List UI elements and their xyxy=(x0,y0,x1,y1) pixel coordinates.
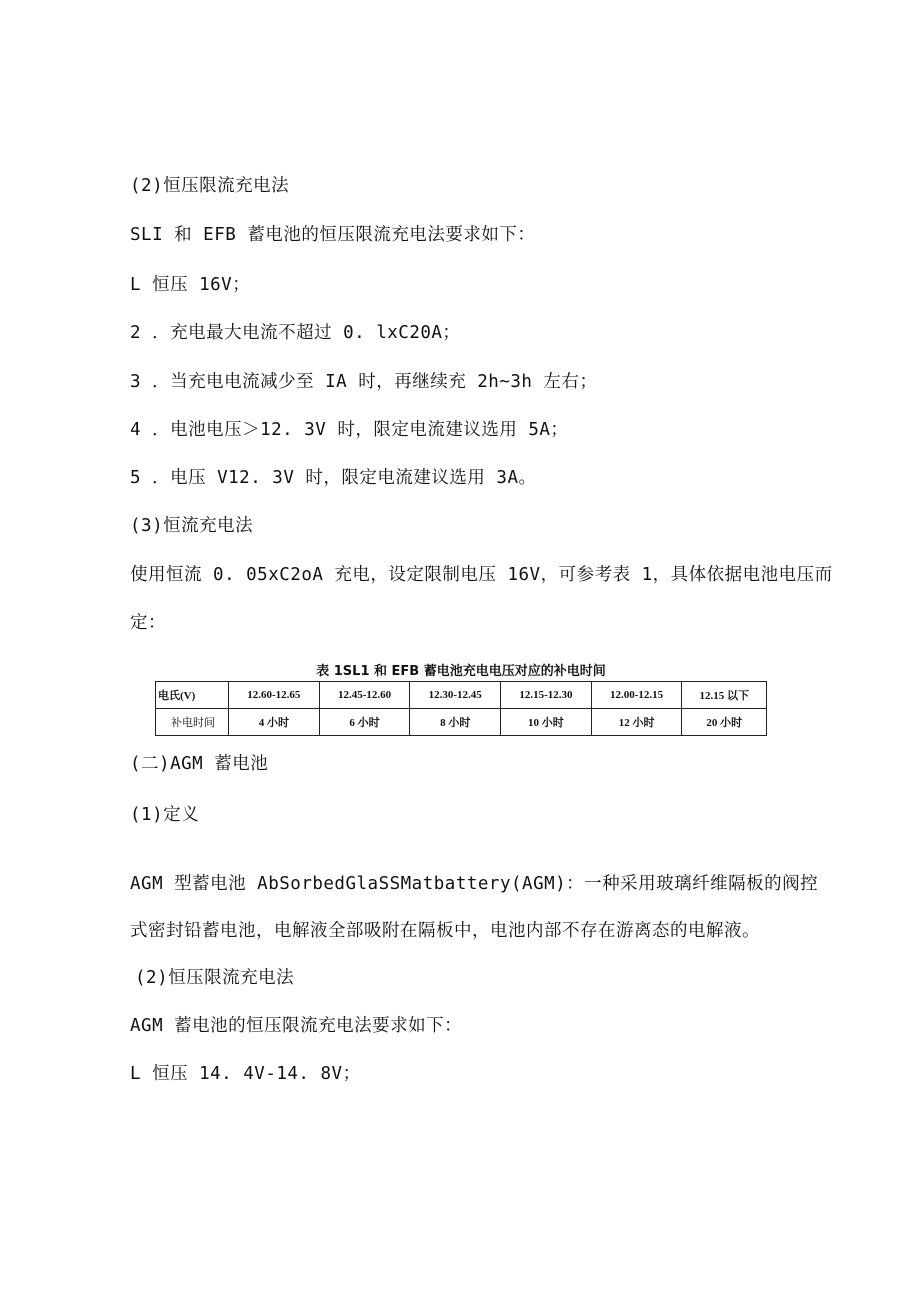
heading-constant-current: (3)恒流充电法 xyxy=(130,516,254,536)
paragraph-agm-definition: AGM 型蓄电池 AbSorbedGlaSSMatbattery(AGM)：一种采用玻璃纤维隔板的阀控 xyxy=(130,874,819,894)
heading-agm-constant-voltage: (2)恒压限流充电法 xyxy=(135,968,295,988)
paragraph-constant-current: 使用恒流 0. 05xC2oA 充电，设定限制电压 16V，可参考表 1，具体依据电池电压而 xyxy=(130,565,833,585)
heading-definition: (1)定义 xyxy=(130,805,200,825)
list-item-4: 4 ．电池电压＞12. 3V 时，限定电流建议选用 5A； xyxy=(130,420,569,440)
table-cell: 10 小时 xyxy=(501,709,592,736)
table-row xyxy=(156,682,767,709)
table-cell: 12.15-12.30 xyxy=(501,682,592,709)
agm-list-item-1: L 恒压 14. 4V-14. 8V； xyxy=(130,1064,361,1084)
paragraph-agm-definition-cont: 式密封铅蓄电池，电解液全部吸附在隔板中，电池内部不存在游离态的电解液。 xyxy=(130,921,760,941)
table-cell: 12.15 以下 xyxy=(682,682,767,709)
heading-agm-battery: (二)AGM 蓄电池 xyxy=(130,754,269,774)
table-cell: 12.30-12.45 xyxy=(410,682,501,709)
paragraph-sli-efb-intro: SLI 和 EFB 蓄电池的恒压限流充电法要求如下： xyxy=(130,225,536,245)
table-row-label: 电氏(V) xyxy=(156,682,229,709)
table-cell: 4 小时 xyxy=(229,709,320,736)
list-item-1: L 恒压 16V； xyxy=(130,275,251,295)
table-cell: 12.00-12.15 xyxy=(591,682,682,709)
table-cell: 12.60-12.65 xyxy=(229,682,320,709)
table-row xyxy=(156,709,767,736)
table-caption: 表 1SL1 和 EFB 蓄电池充电电压对应的补电时间 xyxy=(316,664,606,679)
table-cell: 20 小时 xyxy=(682,709,767,736)
table-cell: 6 小时 xyxy=(319,709,410,736)
paragraph-agm-intro: AGM 蓄电池的恒压限流充电法要求如下： xyxy=(130,1016,463,1036)
list-item-3: 3 ．当充电电流减少至 IA 时，再继续充 2h~3h 左右； xyxy=(130,372,598,392)
paragraph-constant-current-cont: 定： xyxy=(130,613,166,633)
table-cell: 12.45-12.60 xyxy=(319,682,410,709)
table-cell: 8 小时 xyxy=(410,709,501,736)
table-row-label: 补电时间 xyxy=(156,709,229,736)
list-item-5: 5 ．电压 V12. 3V 时，限定电流建议选用 3A。 xyxy=(130,468,537,488)
charge-time-table xyxy=(155,681,767,736)
table-cell: 12 小时 xyxy=(591,709,682,736)
list-item-2: 2 ．充电最大电流不超过 0. lxC20A； xyxy=(130,323,461,343)
heading-constant-voltage-current-limit: (2)恒压限流充电法 xyxy=(130,176,290,196)
